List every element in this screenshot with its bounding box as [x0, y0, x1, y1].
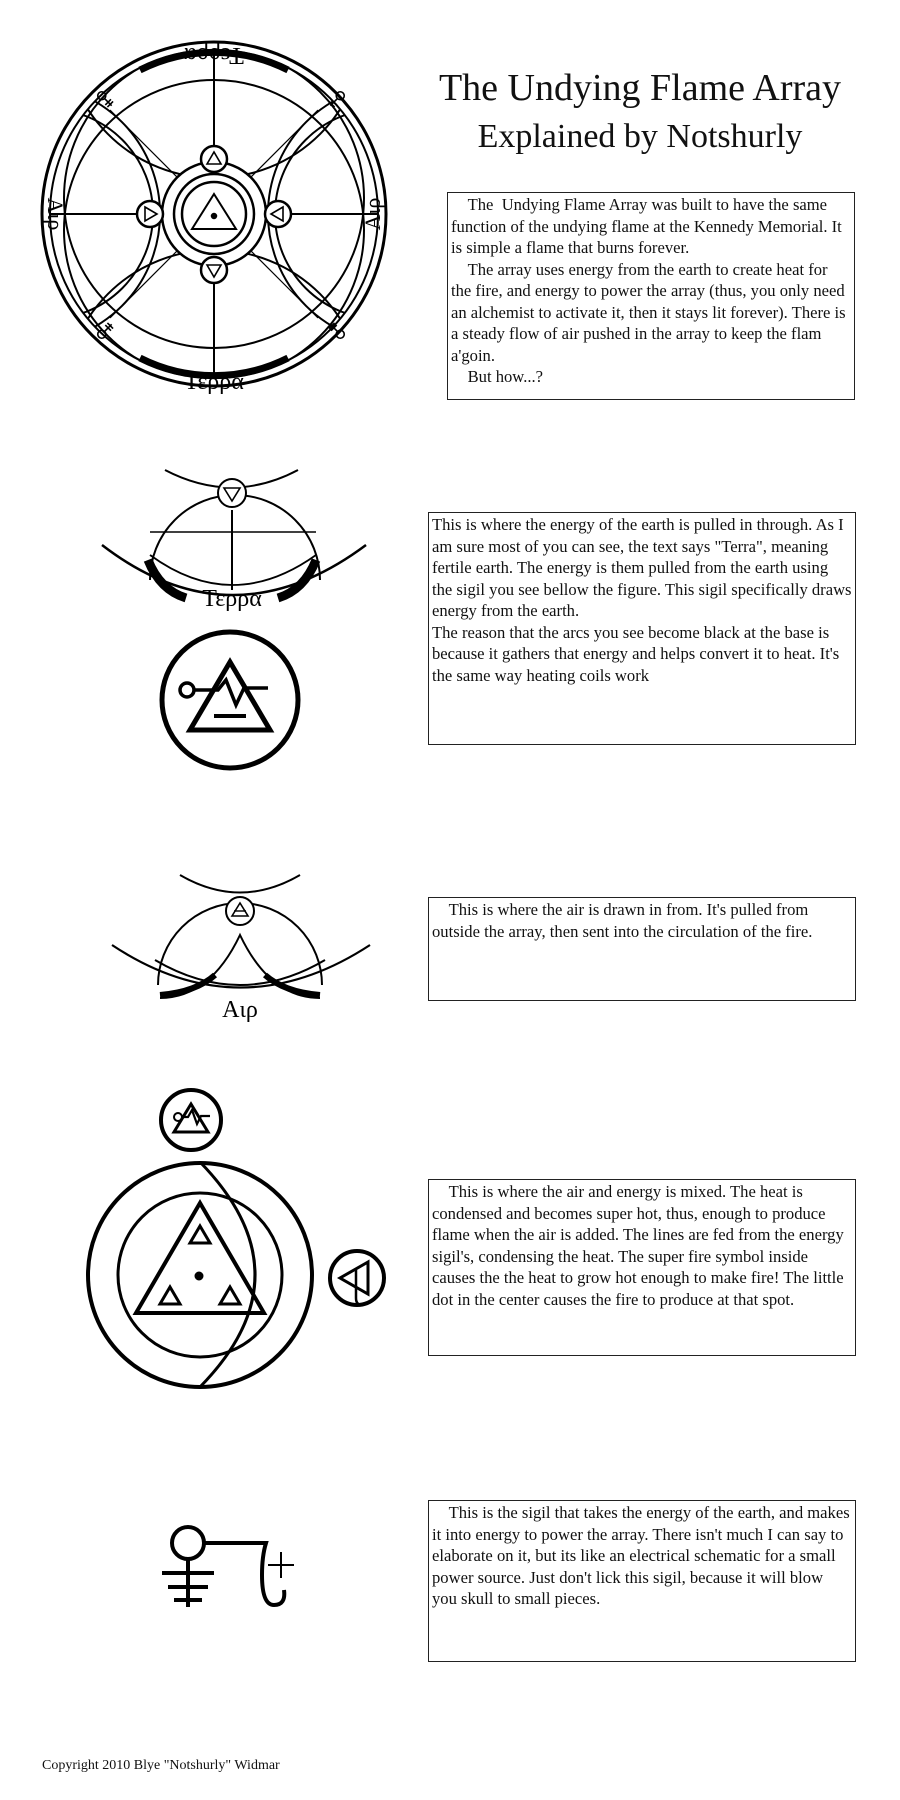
copyright-notice: Copyright 2010 Blye "Notshurly" Widmar	[42, 1758, 280, 1773]
array-label-left: Αιρ	[43, 197, 68, 231]
array-label-top: Τερρα	[184, 42, 244, 68]
earth-sigil-icon	[162, 632, 298, 768]
earth-label: Τερρα	[202, 586, 262, 612]
air-label: Αιρ	[222, 997, 258, 1023]
mixing-array-figure	[88, 1090, 384, 1387]
earth-array-figure	[102, 470, 366, 598]
intro-text-box: The Undying Flame Array was built to have the same function of the undying flame at the Kennedy Memorial. It is simple a flame that burns forever. The array uses energy from the earth to create heat for the fire, and energy to power the array (thus, you only need an alchemist to activate it, then it stays lit forever). There is a steady flow of air pushed in the array to keep the flam a'goin. But how...?	[447, 192, 855, 400]
array-label-right: Αιρ	[360, 197, 385, 231]
air-array-figure	[112, 875, 370, 998]
power-text-box: This is the sigil that takes the energy of the earth, and makes it into energy to power the array. There isn't much I can say to elaborate on it, but its like an electrical schematic for a small power source. Just don't lick this sigil, because it will blow you skull to small pieces.	[428, 1500, 856, 1662]
power-sigil-icon	[162, 1527, 294, 1607]
page-title: The Undying Flame Array	[438, 67, 842, 109]
air-text-box: This is where the air is drawn in from. It's pulled from outside the array, then sent into the circulation of the fire.	[428, 897, 856, 1001]
page-subtitle: Explained by Notshurly	[477, 118, 803, 155]
earth-text-box: This is where the energy of the earth is pulled in through. As I am sure most of you can see, the text says "Terra", meaning fertile earth. The energy is them pulled from the earth using the sigil you see bellow the figure. This sigil specifically draws energy from the earth. The reason that the arcs you see become black at the base is because it gathers that energy and helps convert it to heat. It's the same way heating coils work	[428, 512, 856, 745]
mixing-text-box: This is where the air and energy is mixed. The heat is condensed and becomes super hot, thus, enough to produce flame when the air is added. The lines are fed from the energy sigil's, condensing the heat. The super fire symbol inside causes the the heat to grow hot enough to make fire! The little dot in the center causes the fire to produce at that spot.	[428, 1179, 856, 1356]
main-array-circle	[0, 0, 528, 550]
array-label-bottom: Τερρα	[184, 369, 244, 395]
